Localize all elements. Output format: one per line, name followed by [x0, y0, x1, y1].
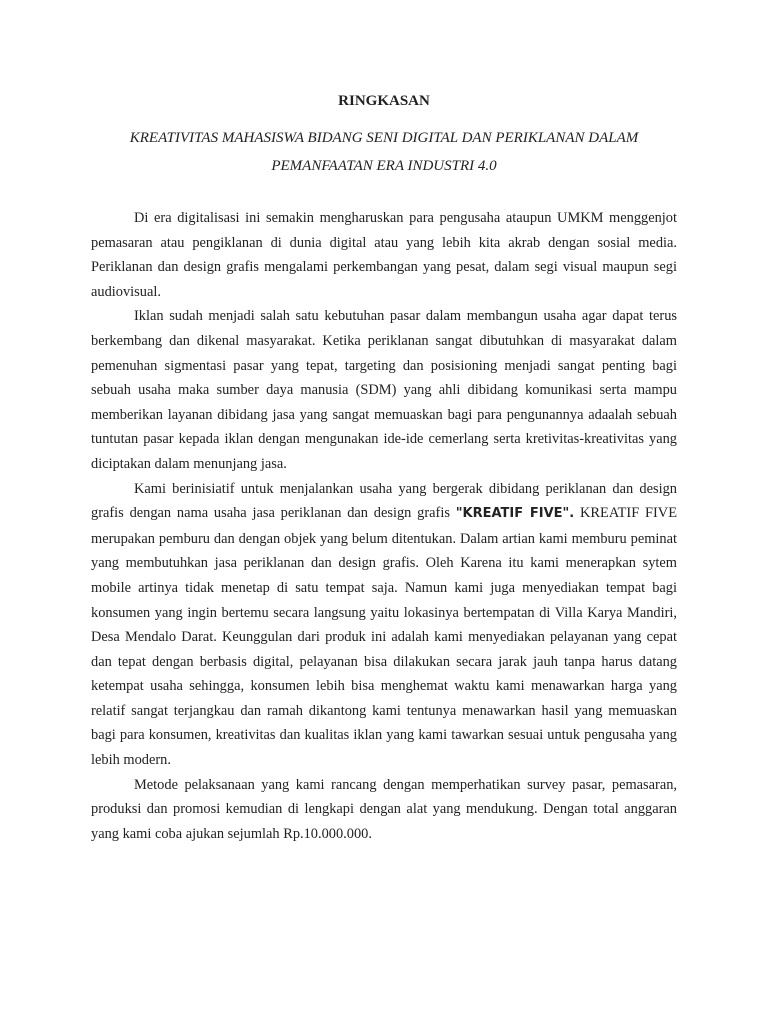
document-page [91, 88, 677, 846]
paragraph-4: Metode pelaksanaan yang kami rancang dengan memperhatikan survey pasar, pemasaran, produksi dan promosi kemudian di lengkapi dengan alat yang mendukung. Dengan total anggaran yang kami coba ajukan sejumlah Rp.10.000.000. [91, 776, 677, 842]
paragraph-3 [91, 477, 677, 773]
paragraph-2: Iklan sudah menjadi salah satu kebutuhan pasar dalam membangun usaha agar dapat terus berkembang dan dikenal masyarakat. Ketika periklanan sangat dibutuhkan di masyarakat dalam pemenuhan sigmentasi pasar yang tepat, targeting dan posisioning menjadi sangat penting bagi sebuah usaha maka sumber daya manusia (SDM) yang ahli dibidang komunikasi serta mampu memberikan layanan dibidang jasa yang sangat memuaskan bagi para pengunannya adaalah sebuah tuntutan pasar kepada iklan dengan mengunakan ide-ide cemerlang serta kretivitas-kreativitas yang diciptakan dalam menunjang jasa. [91, 308, 677, 472]
paragraph-3-text-after: KREATIF FIVE merupakan pemburu dan dengan objek yang belum ditentukan. Dalam artian kami memburu peminat yang membutuhkan jasa periklanan dan design grafis. Oleh Karena itu kami menerapkan sytem mobile artinya tidak menetap di satu tempat saja. Namun kami juga menyediakan tempat bagi konsumen yang ingin bertemu secara langsung yaitu lokasinya bertempatan di Villa Karya Mandiri, Desa Mendalo Darat. Keunggulan dari produk ini adalah kami menyediakan pelayanan yang cepat dan tepat dengan berbasis digital, pelayanan bisa dilakukan secara jarak jauh tanpa harus datang ketempat usaha sehingga, konsumen lebih bisa menghemat waktu kami menawarkan harga yang relatif sangat terjangkau dan ramah dikantong kami tentunya menawarkan hasil yang memuaskan bagi para konsumen, kreativitas dan kualitas iklan yang kami tawarkan sesuai untuk pengusaha yang lebih modern. [91, 505, 677, 769]
paragraph-3-text-before: Kami berinisiatif untuk menjalankan usaha yang bergerak dibidang periklanan dan design grafis dengan nama usaha jasa periklanan dan design grafis [91, 480, 677, 522]
business-name: "KREATIF FIVE". [455, 506, 575, 522]
document-title [91, 124, 677, 180]
paragraph-1: Di era digitalisasi ini semakin mengharuskan para pengusaha ataupun UMKM menggenjot pemasaran atau pengiklanan di dunia digital atau yang lebih kita akrab dengan sosial media. Periklanan dan design grafis mengalami perkembangan yang pesat, dalam segi visual maupun segi audiovisual. [91, 210, 677, 300]
page-heading: RINGKASAN [338, 93, 430, 109]
document-title-line-2: PEMANFAATAN ERA INDUSTRI 4.0 [271, 158, 497, 174]
document-title-line-1: KREATIVITAS MAHASISWA BIDANG SENI DIGITAL DAN PERIKLANAN DALAM [129, 130, 639, 146]
document-body [91, 206, 677, 846]
